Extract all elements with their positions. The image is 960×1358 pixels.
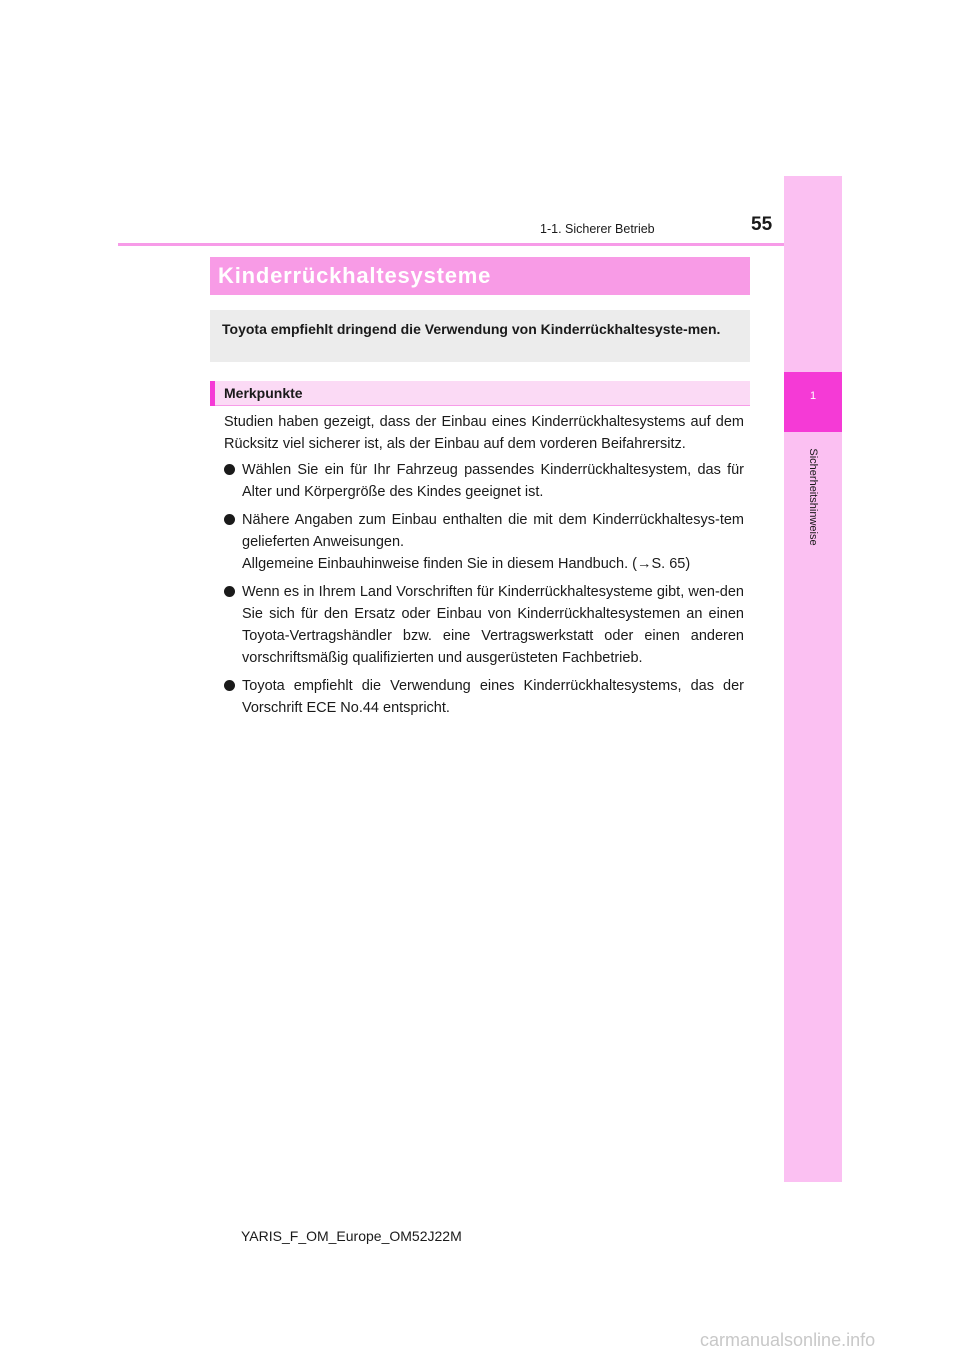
bullet-text: Toyota empfiehlt die Verwendung eines Kinderrückhaltesystems, das der Vorschrift ECE No.44 entspricht. [242,678,744,716]
bullet-icon [224,586,235,597]
bullet-icon [224,680,235,691]
watermark: carmanualsonline.info [700,1330,876,1350]
footer-code: YARIS_F_OM_Europe_OM52J22M [241,1228,462,1244]
bullet-text: Wählen Sie ein für Ihr Fahrzeug passendes Kinderrückhaltesystem, das für Alter und Körpergröße des Kindes geeignet ist. [242,462,744,500]
merkpunkte-list [224,459,744,725]
heading-accent [210,381,215,406]
list-item [224,459,744,503]
list-item [224,675,744,719]
list-item [224,581,744,669]
bullet-icon [224,514,235,525]
chapter-side-tab [784,176,842,1182]
page-number: 55 [751,214,773,235]
merkpunkte-heading-bar [210,381,750,406]
list-item [224,509,744,575]
chapter-label: Sicherheitshinweise [807,448,819,546]
title-bar [210,257,750,295]
bullet-text: Wenn es in Ihrem Land Vorschriften für Kinderrückhaltesysteme gibt, wen-den Sie sich für den Ersatz oder Einbau von Kinderrückhaltesystemen an einen Toyota-Vertragshändler bzw. eine Vertragswerkstatt oder einen anderen vorschriftsmäßig qualifizierten und ausgerüsteten Fachbetrieb. [242,584,744,666]
bullet-icon [224,464,235,475]
section-label: 1-1. Sicherer Betrieb [540,222,655,236]
merkpunkte-heading: Merkpunkte [224,385,303,401]
bullet-note: Allgemeine Einbauhinweise finden Sie in diesem Handbuch. (→S. 65) [242,556,691,572]
bullet-text: Nähere Angaben zum Einbau enthalten die mit dem Kinderrückhaltesys-tem gelieferten Anweisungen. [242,512,744,550]
chapter-number: 1 [809,390,817,402]
merkpunkte-paragraph: Studien haben gezeigt, dass der Einbau eines Kinderrückhaltesystems auf dem Rücksitz viel sicherer ist, als der Einbau auf dem vorderen Beifahrersitz. [224,414,744,452]
header-rule [118,243,784,246]
chapter-tab-active [784,372,842,432]
intro-text: Toyota empfiehlt dringend die Verwendung von Kinderrückhaltesyste-men. [222,321,721,337]
intro-box [210,310,750,362]
page-title: Kinderrückhaltesysteme [218,263,492,288]
